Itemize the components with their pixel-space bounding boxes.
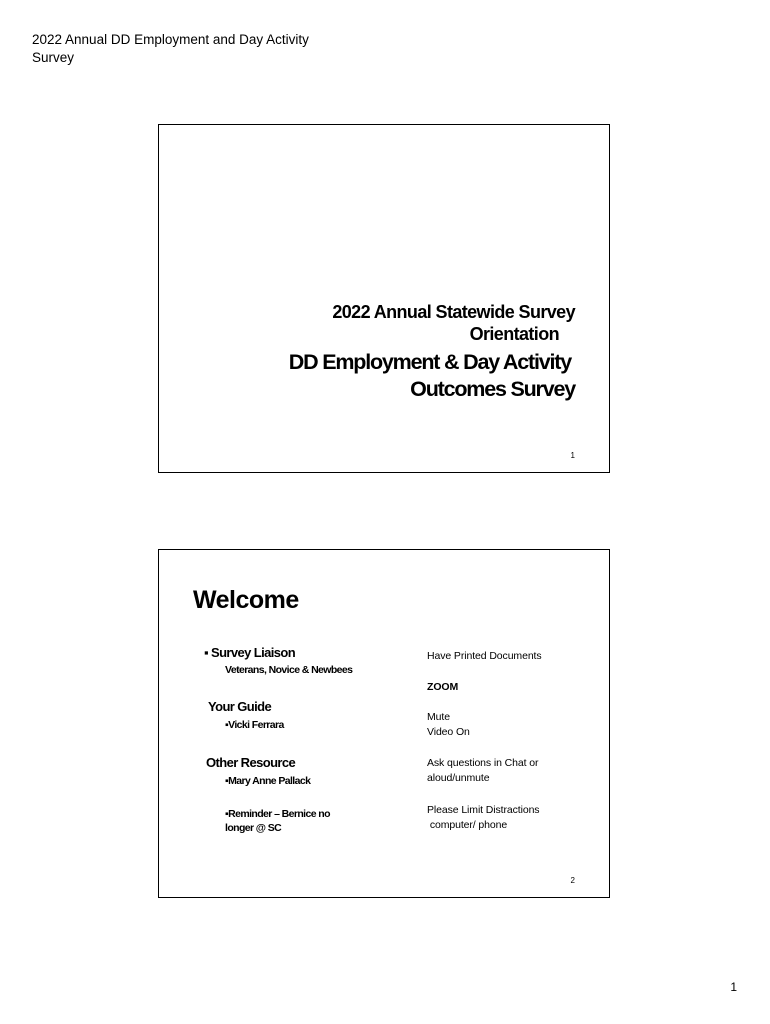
mute-text: Mute xyxy=(427,711,450,723)
reminder-line1: ▪Reminder – Bernice no xyxy=(225,808,330,820)
reminder-line2: longer @ SC xyxy=(225,822,282,834)
slide-2-number: 2 xyxy=(570,876,575,885)
slide-1-line4: Outcomes Survey xyxy=(410,377,575,401)
slide-1-line2: Orientation xyxy=(469,324,559,344)
resource-name: ▪Mary Anne Pallack xyxy=(225,775,311,787)
your-guide-label: Your Guide xyxy=(208,699,272,714)
header-title-line2: Survey xyxy=(32,50,75,65)
distractions-line1: Please Limit Distractions xyxy=(427,804,540,816)
slide-2-heading: Welcome xyxy=(193,586,299,614)
other-resource-label: Other Resource xyxy=(206,755,296,770)
slide-1-title xyxy=(215,301,575,403)
slide-1-number: 1 xyxy=(570,451,575,460)
survey-liaison-label: ▪ Survey Liaison xyxy=(204,645,296,660)
survey-liaison-detail: Veterans, Novice & Newbees xyxy=(225,664,353,676)
page-number: 1 xyxy=(730,980,737,994)
slide-1 xyxy=(158,124,610,473)
guide-name: ▪Vicki Ferrara xyxy=(225,719,284,731)
distractions-line2: computer/ phone xyxy=(427,819,508,831)
slide-1-line3: DD Employment & Day Activity xyxy=(288,350,571,374)
zoom-heading: ZOOM xyxy=(427,681,459,693)
header-title-line1: 2022 Annual DD Employment and Day Activity xyxy=(32,32,309,47)
printed-documents-text: Have Printed Documents xyxy=(427,650,542,662)
slide-1-line1: 2022 Annual Statewide Survey xyxy=(332,302,575,322)
document-header xyxy=(32,31,352,67)
slide-2 xyxy=(158,549,610,898)
video-on-text: Video On xyxy=(427,726,470,738)
questions-line2: aloud/unmute xyxy=(427,772,490,784)
questions-line1: Ask questions in Chat or xyxy=(427,757,539,769)
